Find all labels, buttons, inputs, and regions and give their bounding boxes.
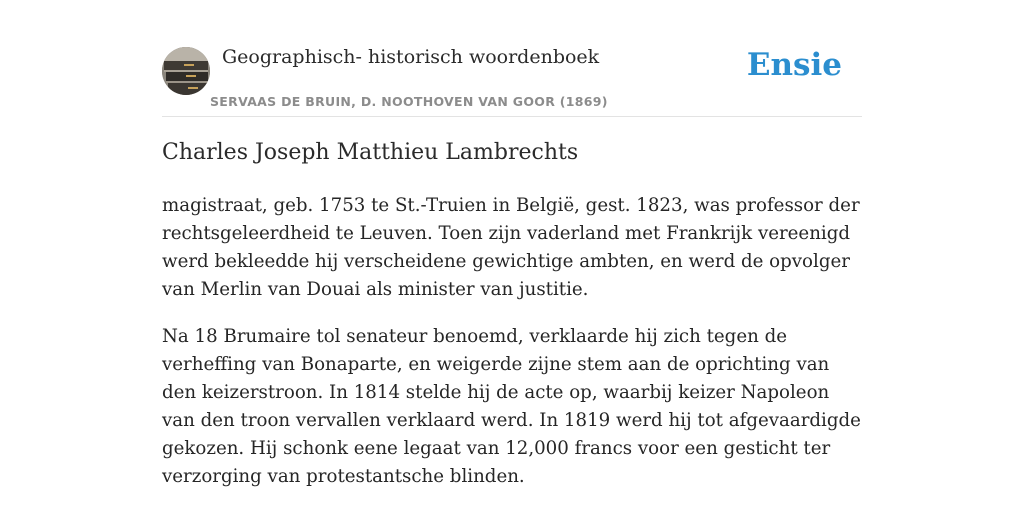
entry-paragraph: Na 18 Brumaire tol senateur benoemd, verklaarde hij zich tegen de verheffing van Bonaparte, en weigerde zijne stem aan de oprichting van den keizerstroon. In 1814 stelde hij de acte op, waarbij keizer Napoleon van den troon vervallen verklaard werd. In 1819 werd hij tot afgevaardigde gekozen. Hij schonk eene legaat van 12,000 francs voor een gesticht ter verzorging van protestantsche blinden. (162, 326, 861, 487)
entry-paragraph: magistraat, geb. 1753 te St.-Truien in België, gest. 1823, was professor der rechtsgeleerdheid te Leuven. Toen zijn vaderland met Frankrijk vereenigd werd bekleedde hij verscheidene gewichtige ambten, en werd de opvolger van Merlin van Douai als minister van justitie. (162, 195, 860, 300)
book-avatar[interactable] (162, 47, 210, 95)
header (162, 0, 862, 117)
book-title[interactable]: Geographisch- historisch woordenboek (222, 46, 600, 68)
entry-title: Charles Joseph Matthieu Lambrechts (162, 140, 579, 165)
entry-card (162, 0, 862, 512)
ensie-logo[interactable]: Ensie (746, 47, 842, 83)
book-authors: SERVAAS DE BRUIN, D. NOOTHOVEN VAN GOOR (1869) (210, 94, 608, 109)
book-stack-icon (162, 47, 210, 95)
